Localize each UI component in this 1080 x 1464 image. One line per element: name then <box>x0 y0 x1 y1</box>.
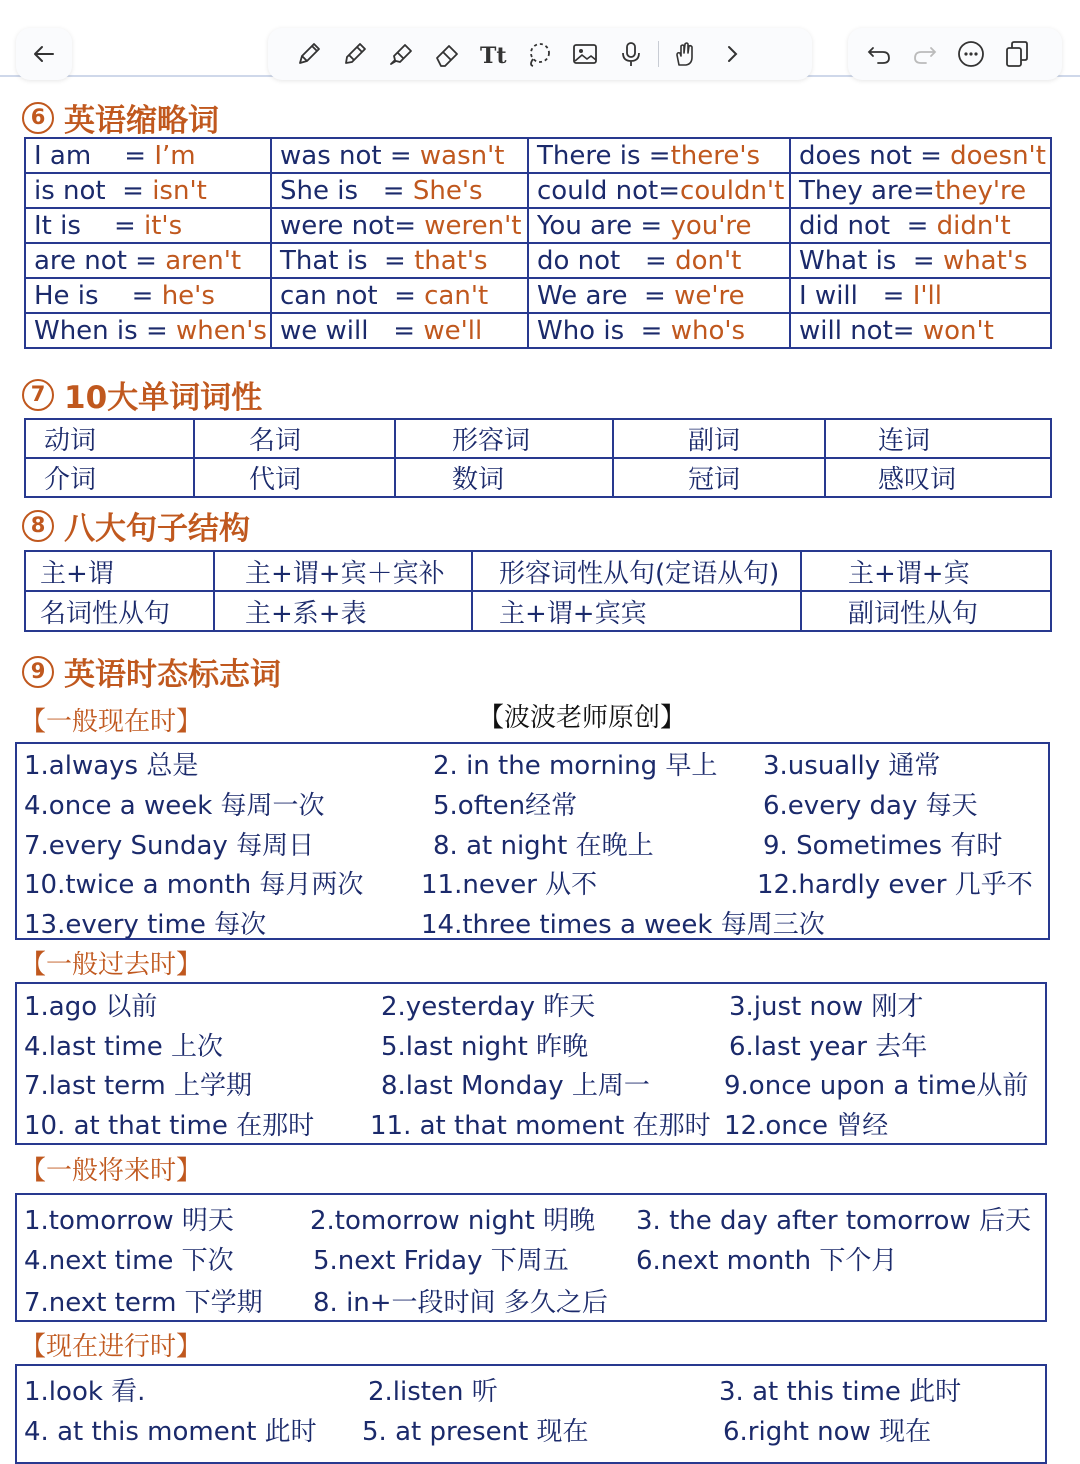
contraction-row <box>25 208 1051 243</box>
progressive-time-marker: 3. at this time 此时 <box>719 1377 962 1407</box>
future-time-marker: 4.next time 下次 <box>24 1246 234 1276</box>
progressive-time-marker: 5. at present 现在 <box>362 1417 589 1447</box>
sentence-structure-cell: 名词性从句 <box>25 591 214 631</box>
contraction-full-form: does not = <box>799 140 951 171</box>
section-9-heading <box>22 649 281 694</box>
contraction-row <box>25 138 1051 173</box>
undo-icon[interactable] <box>856 31 902 77</box>
present-progressive-label: 【现在进行时】 <box>20 1332 203 1362</box>
future-time-marker: 1.tomorrow 明天 <box>24 1206 234 1236</box>
present-time-marker: 10.twice a month 每月两次 <box>24 870 364 900</box>
hand-draw-icon[interactable] <box>663 31 709 77</box>
back-toolbar <box>16 28 72 80</box>
contraction-short-form: don't <box>675 245 742 276</box>
contraction-short-form: weren't <box>424 210 522 241</box>
present-time-marker: 9. Sometimes 有时 <box>763 831 1003 861</box>
contraction-cell <box>25 243 271 278</box>
past-time-marker: 8.last Monday 上周一 <box>381 1071 650 1101</box>
contraction-short-form: wasn't <box>419 140 505 171</box>
contraction-full-form: What is = <box>799 245 943 276</box>
contraction-full-form: will not= <box>799 315 923 346</box>
contraction-short-form: aren't <box>165 245 242 276</box>
past-time-marker: 1.ago 以前 <box>24 992 158 1022</box>
pages-icon[interactable] <box>994 31 1040 77</box>
future-time-marker: 6.next month 下个月 <box>636 1246 898 1276</box>
highlighter-icon[interactable] <box>378 31 424 77</box>
future-time-marker: 3. the day after tomorrow 后天 <box>636 1206 1031 1236</box>
contraction-full-form: can not = <box>280 280 425 311</box>
contraction-short-form: we're <box>674 280 745 311</box>
contraction-cell <box>528 173 790 208</box>
past-simple-label: 【一般过去时】 <box>20 950 203 980</box>
contraction-full-form: I will = <box>799 280 913 311</box>
drawing-toolbar <box>268 28 812 80</box>
pen-icon[interactable] <box>286 31 332 77</box>
present-time-marker: 3.usually 通常 <box>763 751 941 781</box>
contraction-cell <box>528 138 790 173</box>
past-time-marker: 11. at that moment 在那时 <box>370 1111 711 1141</box>
sentence-structure-cell: 主+谓+宾＋宾补 <box>214 551 472 591</box>
present-simple-label: 【一般现在时】 <box>20 707 203 737</box>
section-9-title: 英语时态标志词 <box>64 657 281 693</box>
past-time-marker: 6.last year 去年 <box>729 1032 928 1062</box>
present-time-marker: 7.every Sunday 每周日 <box>24 831 315 861</box>
contraction-row <box>25 313 1051 348</box>
contraction-full-form: we will = <box>280 315 424 346</box>
contraction-short-form: you're <box>670 210 752 241</box>
contraction-cell <box>25 208 271 243</box>
part-of-speech-cell: 介词 <box>25 458 194 497</box>
contraction-cell <box>528 313 790 348</box>
contraction-short-form: that's <box>414 245 488 276</box>
contraction-row <box>25 278 1051 313</box>
contraction-full-form: were not= <box>280 210 425 241</box>
contractions-table <box>24 137 1052 349</box>
contraction-cell <box>790 173 1051 208</box>
section-8-title: 八大句子结构 <box>64 511 250 547</box>
contraction-short-form: we'll <box>423 315 483 346</box>
present-time-marker: 12.hardly ever 几乎不 <box>757 870 1033 900</box>
contraction-cell <box>271 173 528 208</box>
part-of-speech-cell: 名词 <box>194 419 395 458</box>
contraction-full-form: We are = <box>537 280 675 311</box>
progressive-time-marker: 6.right now 现在 <box>723 1417 932 1447</box>
sentence-structure-cell: 主+谓 <box>25 551 214 591</box>
contraction-row <box>25 243 1051 278</box>
contraction-full-form: are not = <box>34 245 166 276</box>
contraction-full-form: I am = <box>34 140 155 171</box>
section-8-heading <box>22 503 250 548</box>
past-time-marker: 9.once upon a time从前 <box>724 1071 1029 1101</box>
contraction-full-form: She is = <box>280 175 413 206</box>
present-time-marker: 2. in the morning 早上 <box>433 751 718 781</box>
part-of-speech-cell-row <box>25 419 1051 458</box>
present-time-marker: 13.every time 每次 <box>24 910 267 940</box>
contraction-short-form: there's <box>670 140 761 171</box>
contraction-short-form: I'll <box>912 280 942 311</box>
author-credit: 【波波老师原创】 <box>478 703 687 733</box>
back-arrow-icon[interactable] <box>16 31 72 77</box>
contraction-short-form: what's <box>942 245 1028 276</box>
contraction-short-form: won't <box>922 315 994 346</box>
contraction-cell <box>271 208 528 243</box>
part-of-speech-cell-row <box>25 458 1051 497</box>
contraction-short-form: doesn't <box>950 140 1046 171</box>
image-icon[interactable] <box>562 31 608 77</box>
contraction-full-form: Who is = <box>537 315 671 346</box>
part-of-speech-cell: 副词 <box>613 419 825 458</box>
present-time-marker: 6.every day 每天 <box>763 791 978 821</box>
past-time-marker: 7.last term 上学期 <box>24 1071 252 1101</box>
contraction-full-form: When is = <box>34 315 177 346</box>
contraction-short-form: couldn't <box>680 175 785 206</box>
section-6-number: 6 <box>22 102 54 134</box>
contraction-full-form: It is = <box>34 210 145 241</box>
parts-of-speech-table <box>24 418 1052 498</box>
past-time-marker: 10. at that time 在那时 <box>24 1111 315 1141</box>
contraction-cell <box>528 208 790 243</box>
contraction-full-form: They are= <box>799 175 935 206</box>
future-time-marker: 5.next Friday 下周五 <box>313 1246 569 1276</box>
contraction-cell <box>25 313 271 348</box>
pencil-icon[interactable] <box>332 31 378 77</box>
sentence-structure-cell: 副词性从句 <box>801 591 1051 631</box>
section-6-heading <box>22 95 219 140</box>
contraction-cell <box>790 243 1051 278</box>
part-of-speech-cell: 冠词 <box>613 458 825 497</box>
contraction-full-form: is not = <box>34 175 153 206</box>
contraction-cell <box>271 313 528 348</box>
past-time-marker: 5.last night 昨晚 <box>381 1032 589 1062</box>
contraction-full-form: do not = <box>537 245 676 276</box>
contraction-full-form: You are = <box>537 210 671 241</box>
section-8-number: 8 <box>22 510 54 542</box>
progressive-time-marker: 2.listen 听 <box>368 1377 498 1407</box>
past-time-marker: 4.last time 上次 <box>24 1032 223 1062</box>
sentence-structure-table <box>24 550 1052 632</box>
contraction-full-form: did not = <box>799 210 937 241</box>
present-time-marker: 14.three times a week 每周三次 <box>421 910 825 940</box>
past-time-marker: 3.just now 刚才 <box>729 992 924 1022</box>
contraction-short-form: I’m <box>154 140 196 171</box>
sentence-structure-cell: 主+谓+宾 <box>801 551 1051 591</box>
part-of-speech-cell: 感叹词 <box>825 458 1051 497</box>
contraction-cell <box>790 313 1051 348</box>
present-time-marker: 1.always 总是 <box>24 751 199 781</box>
chevron-right-icon[interactable] <box>709 31 755 77</box>
sentence-structure-cell-row <box>25 551 1051 591</box>
part-of-speech-cell: 形容词 <box>395 419 613 458</box>
part-of-speech-cell: 代词 <box>194 458 395 497</box>
contraction-cell <box>271 138 528 173</box>
contraction-row <box>25 173 1051 208</box>
contraction-full-form: was not = <box>280 140 420 171</box>
contraction-full-form: He is = <box>34 280 162 311</box>
contraction-full-form: There is = <box>537 140 671 171</box>
section-6-title: 英语缩略词 <box>64 103 219 139</box>
contraction-full-form: could not= <box>537 175 681 206</box>
contraction-cell <box>790 138 1051 173</box>
future-time-marker: 8. in+一段时间 多久之后 <box>313 1288 608 1318</box>
future-time-marker: 2.tomorrow night 明晚 <box>310 1206 596 1236</box>
contraction-cell <box>790 208 1051 243</box>
microphone-icon[interactable] <box>608 31 654 77</box>
contraction-cell <box>528 278 790 313</box>
contraction-short-form: who's <box>670 315 746 346</box>
contraction-cell <box>271 278 528 313</box>
contraction-short-form: can't <box>424 280 489 311</box>
contraction-short-form: She's <box>412 175 483 206</box>
sentence-structure-cell: 主+谓+宾宾 <box>472 591 801 631</box>
toolbar-separator <box>658 41 659 67</box>
future-time-marker: 7.next term 下学期 <box>24 1288 263 1318</box>
sentence-structure-cell: 形容词性从句(定语从句) <box>472 551 801 591</box>
present-time-marker: 8. at night 在晚上 <box>433 831 654 861</box>
contraction-short-form: isn't <box>152 175 207 206</box>
sentence-structure-cell: 主+系+表 <box>214 591 472 631</box>
section-7-title: 10大单词词性 <box>64 380 263 416</box>
lasso-icon[interactable] <box>516 31 562 77</box>
contraction-cell <box>25 278 271 313</box>
section-7-heading <box>22 372 262 417</box>
contraction-cell <box>271 243 528 278</box>
contraction-cell <box>25 173 271 208</box>
contraction-full-form: That is = <box>280 245 415 276</box>
text-tool-icon[interactable] <box>470 31 516 77</box>
contraction-short-form: they're <box>934 175 1027 206</box>
present-time-marker: 4.once a week 每周一次 <box>24 791 325 821</box>
past-time-marker: 2.yesterday 昨天 <box>381 992 596 1022</box>
past-time-marker: 12.once 曾经 <box>724 1111 889 1141</box>
present-time-marker: 11.never 从不 <box>421 870 598 900</box>
contraction-cell <box>25 138 271 173</box>
svg-text:Tt: Tt <box>480 43 507 69</box>
future-simple-label: 【一般将来时】 <box>20 1156 203 1186</box>
section-9-number: 9 <box>22 656 54 688</box>
contraction-short-form: when's <box>176 315 267 346</box>
eraser-icon[interactable] <box>424 31 470 77</box>
more-icon[interactable] <box>948 31 994 77</box>
redo-icon[interactable] <box>902 31 948 77</box>
contraction-short-form: he's <box>161 280 215 311</box>
part-of-speech-cell: 动词 <box>25 419 194 458</box>
contraction-cell <box>528 243 790 278</box>
contraction-short-form: it's <box>144 210 183 241</box>
section-7-number: 7 <box>22 379 54 411</box>
progressive-time-marker: 4. at this moment 此时 <box>24 1417 317 1447</box>
contraction-short-form: didn't <box>936 210 1011 241</box>
present-time-marker: 5.often经常 <box>433 791 578 821</box>
part-of-speech-cell: 连词 <box>825 419 1051 458</box>
sentence-structure-cell-row <box>25 591 1051 631</box>
progressive-time-marker: 1.look 看. <box>24 1377 146 1407</box>
part-of-speech-cell: 数词 <box>395 458 613 497</box>
history-toolbar <box>848 28 1062 80</box>
contraction-cell <box>790 278 1051 313</box>
